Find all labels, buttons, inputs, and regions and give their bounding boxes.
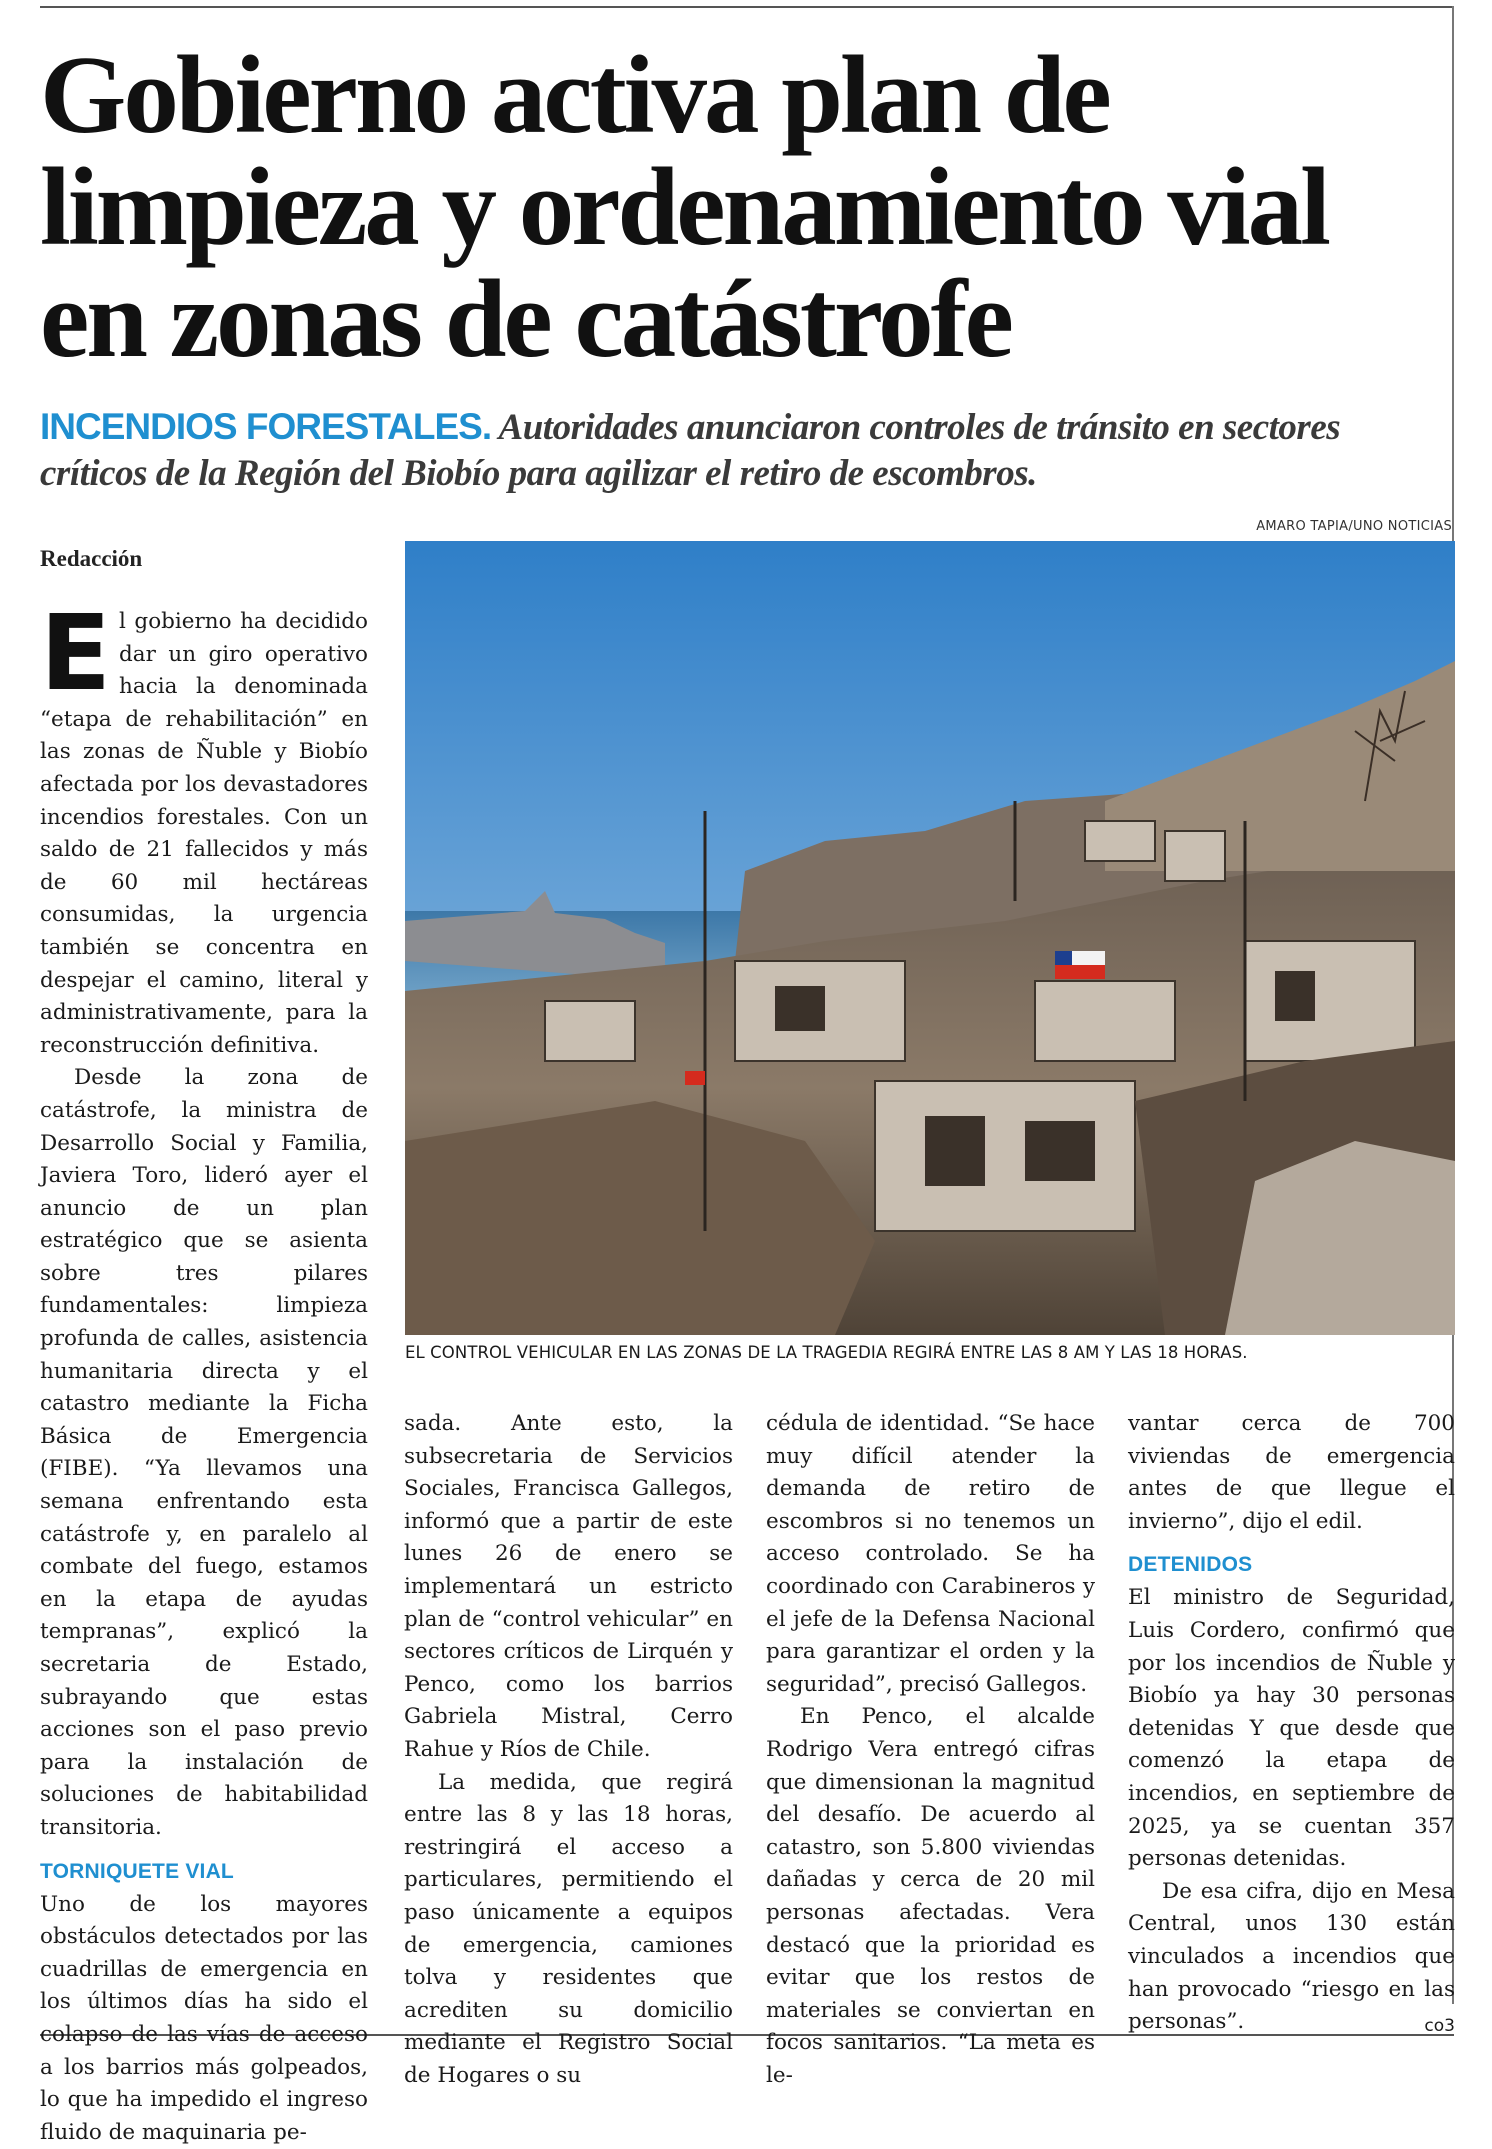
paragraph: Uno de los mayores obstáculos detectados por las cuadrillas de emergencia en los últimos días ha sido el colapso de las vías de acceso a los barrios más golpeados, lo que ha impedido el ingreso fluido de maquinaria pe- (40, 1891, 368, 2145)
paragraph (1128, 1876, 1455, 2039)
deck (40, 404, 1450, 497)
article-column-1 (40, 592, 368, 2149)
end-mark: co3 (1424, 2016, 1455, 2037)
subheading-torniquete: TORNIQUETE VIAL (40, 1859, 234, 1883)
deck-text: Autoridades anunciaron controles de tránsito en sectores críticos de la Región del Biobío para agilizar el retiro de escombros. (40, 407, 1341, 494)
byline: Redacción (40, 546, 143, 571)
paragraph (40, 592, 368, 1062)
deck-kicker: INCENDIOS FORESTALES. (40, 406, 492, 447)
photo-caption: EL CONTROL VEHICULAR EN LAS ZONAS DE LA TRAGEDIA REGIRÁ ENTRE LAS 8 AM Y LAS 18 HORAS. (405, 1343, 1248, 1362)
paragraph-text: De esa cifra, dijo en Mesa Central, unos 130 están vinculados a incendios que han provocado “riesgo en las personas”. (1128, 1878, 1455, 2035)
paragraph-text: l gobierno ha decidido dar un giro operativo hacia la denominada “etapa de rehabilitación” en las zonas de Ñuble y Biobío afectada por los devastadores incendios forestales. Con un saldo de 21 fallecidos y más de 60 mil hectáreas consumidas, la urgencia también se concentra en despejar el camino, literal y administrativamente, para la reconstrucción definitiva. (40, 609, 368, 1058)
paragraph: cédula de identidad. “Se hace muy difícil atender la demanda de retiro de escombros si no tenemos un acceso controlado. Se ha coordinado con Carabineros y el jefe de la Defensa Nacional para garantizar el orden y la seguridad”, precisó Gallegos. (766, 1411, 1095, 1697)
subheading-detenidos: DETENIDOS (1128, 1553, 1253, 1577)
drop-cap: E (40, 592, 112, 714)
paragraph: El ministro de Seguridad, Luis Cordero, confirmó que por los incendios de Ñuble y Biobío ya hay 30 personas detenidas Y que desde que comenzó la etapa de incendios, en septiembre de 2025, ya se cuentan 357 personas detenidas. (1128, 1585, 1455, 1872)
article-column-4 (1128, 1408, 1455, 2043)
paragraph: sada. Ante esto, la subsecretaria de Servicios Sociales, Francisca Gallegos, informó que a partir de este lunes 26 de enero se implementará un estricto plan de “control vehicular” en sectores críticos de Lirquén y Penco, como los barrios Gabriela Mistral, Cerro Rahue y Ríos de Chile. (404, 1411, 733, 1762)
photo-credit: AMARO TAPIA/UNO NOTICIAS (1256, 519, 1452, 534)
top-rule (40, 6, 1454, 8)
article-column-2 (404, 1408, 733, 2092)
paragraph: La medida, que regirá entre las 8 y las 18 horas, restringirá el acceso a particulares, permitiendo el paso únicamente a equipos de emergencia, camiones tolva y residentes que acrediten su domicilio mediante el Registro Social de Hogares o su (404, 1769, 733, 2088)
headline: Gobierno activa plan de limpieza y ordenamiento vial en zonas de catástrofe (40, 34, 1328, 381)
paragraph: En Penco, el alcalde Rodrigo Vera entregó cifras que dimensionan la magnitud del desafío. De acuerdo al catastro, son 5.800 viviendas dañadas y cerca de 20 mil personas afectadas. Vera destacó que la prioridad es evitar que los restos de materiales se conviertan en focos sanitarios. “La meta es le- (766, 1704, 1095, 2088)
article-column-3 (766, 1408, 1095, 2092)
paragraph: vantar cerca de 700 viviendas de emergencia antes de que llegue el invierno”, dijo el edil. (1128, 1411, 1455, 1534)
news-photo (405, 541, 1455, 1335)
paragraph: Desde la zona de catástrofe, la ministra de Desarrollo Social y Familia, Javiera Toro, lideró ayer el anuncio de un plan estratégico que se asienta sobre tres pilares fundamentales: limpieza profunda de calles, asistencia humanitaria directa y el catastro mediante la Ficha Básica de Emergencia (FIBE). “Ya llevamos una semana enfrentando esta catástrofe y, en paralelo al combate del fuego, estamos en la etapa de ayudas tempranas”, explicó la secretaria de Estado, subrayando que estas acciones son el paso previo para la instalación de soluciones de habitabilidad transitoria. (40, 1065, 368, 1840)
